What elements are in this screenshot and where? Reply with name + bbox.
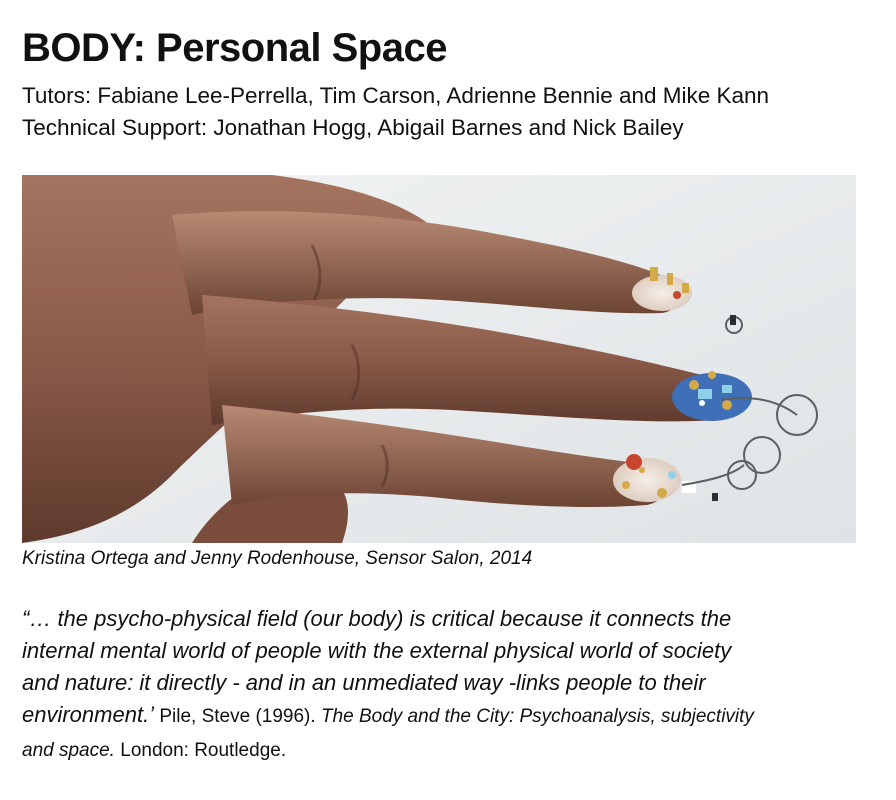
quote-line-4: [22, 699, 862, 733]
quote-line-1: “… the psycho-physical field (our body) is critical because it connects the: [22, 606, 732, 631]
quote-line-3: and nature: it directly - and in an unmediated way -links people to their: [22, 670, 706, 695]
quote-line-2: internal mental world of people with the external physical world of society: [22, 638, 732, 663]
citation-title-end: and space.: [22, 740, 115, 761]
citation-title: The Body and the City: Psychoanalysis, subjectivity: [320, 706, 754, 727]
page-title: BODY: Personal Space: [22, 26, 447, 70]
citation-author: Pile, Steve (1996).: [154, 706, 321, 727]
artwork-photo: [22, 175, 856, 543]
tutors-line: Tutors: Fabiane Lee-Perrella, Tim Carson, Adrienne Bennie and Mike Kann: [22, 83, 770, 108]
citation-publisher: London: Routledge.: [114, 740, 287, 761]
image-caption: Kristina Ortega and Jenny Rodenhouse, Sensor Salon, 2014: [22, 548, 533, 569]
quote-end: environment.’: [22, 702, 155, 727]
quote-line-5: [22, 733, 862, 767]
technical-support-line: Technical Support: Jonathan Hogg, Abigail Barnes and Nick Bailey: [22, 115, 684, 140]
quote-block: [22, 603, 862, 767]
